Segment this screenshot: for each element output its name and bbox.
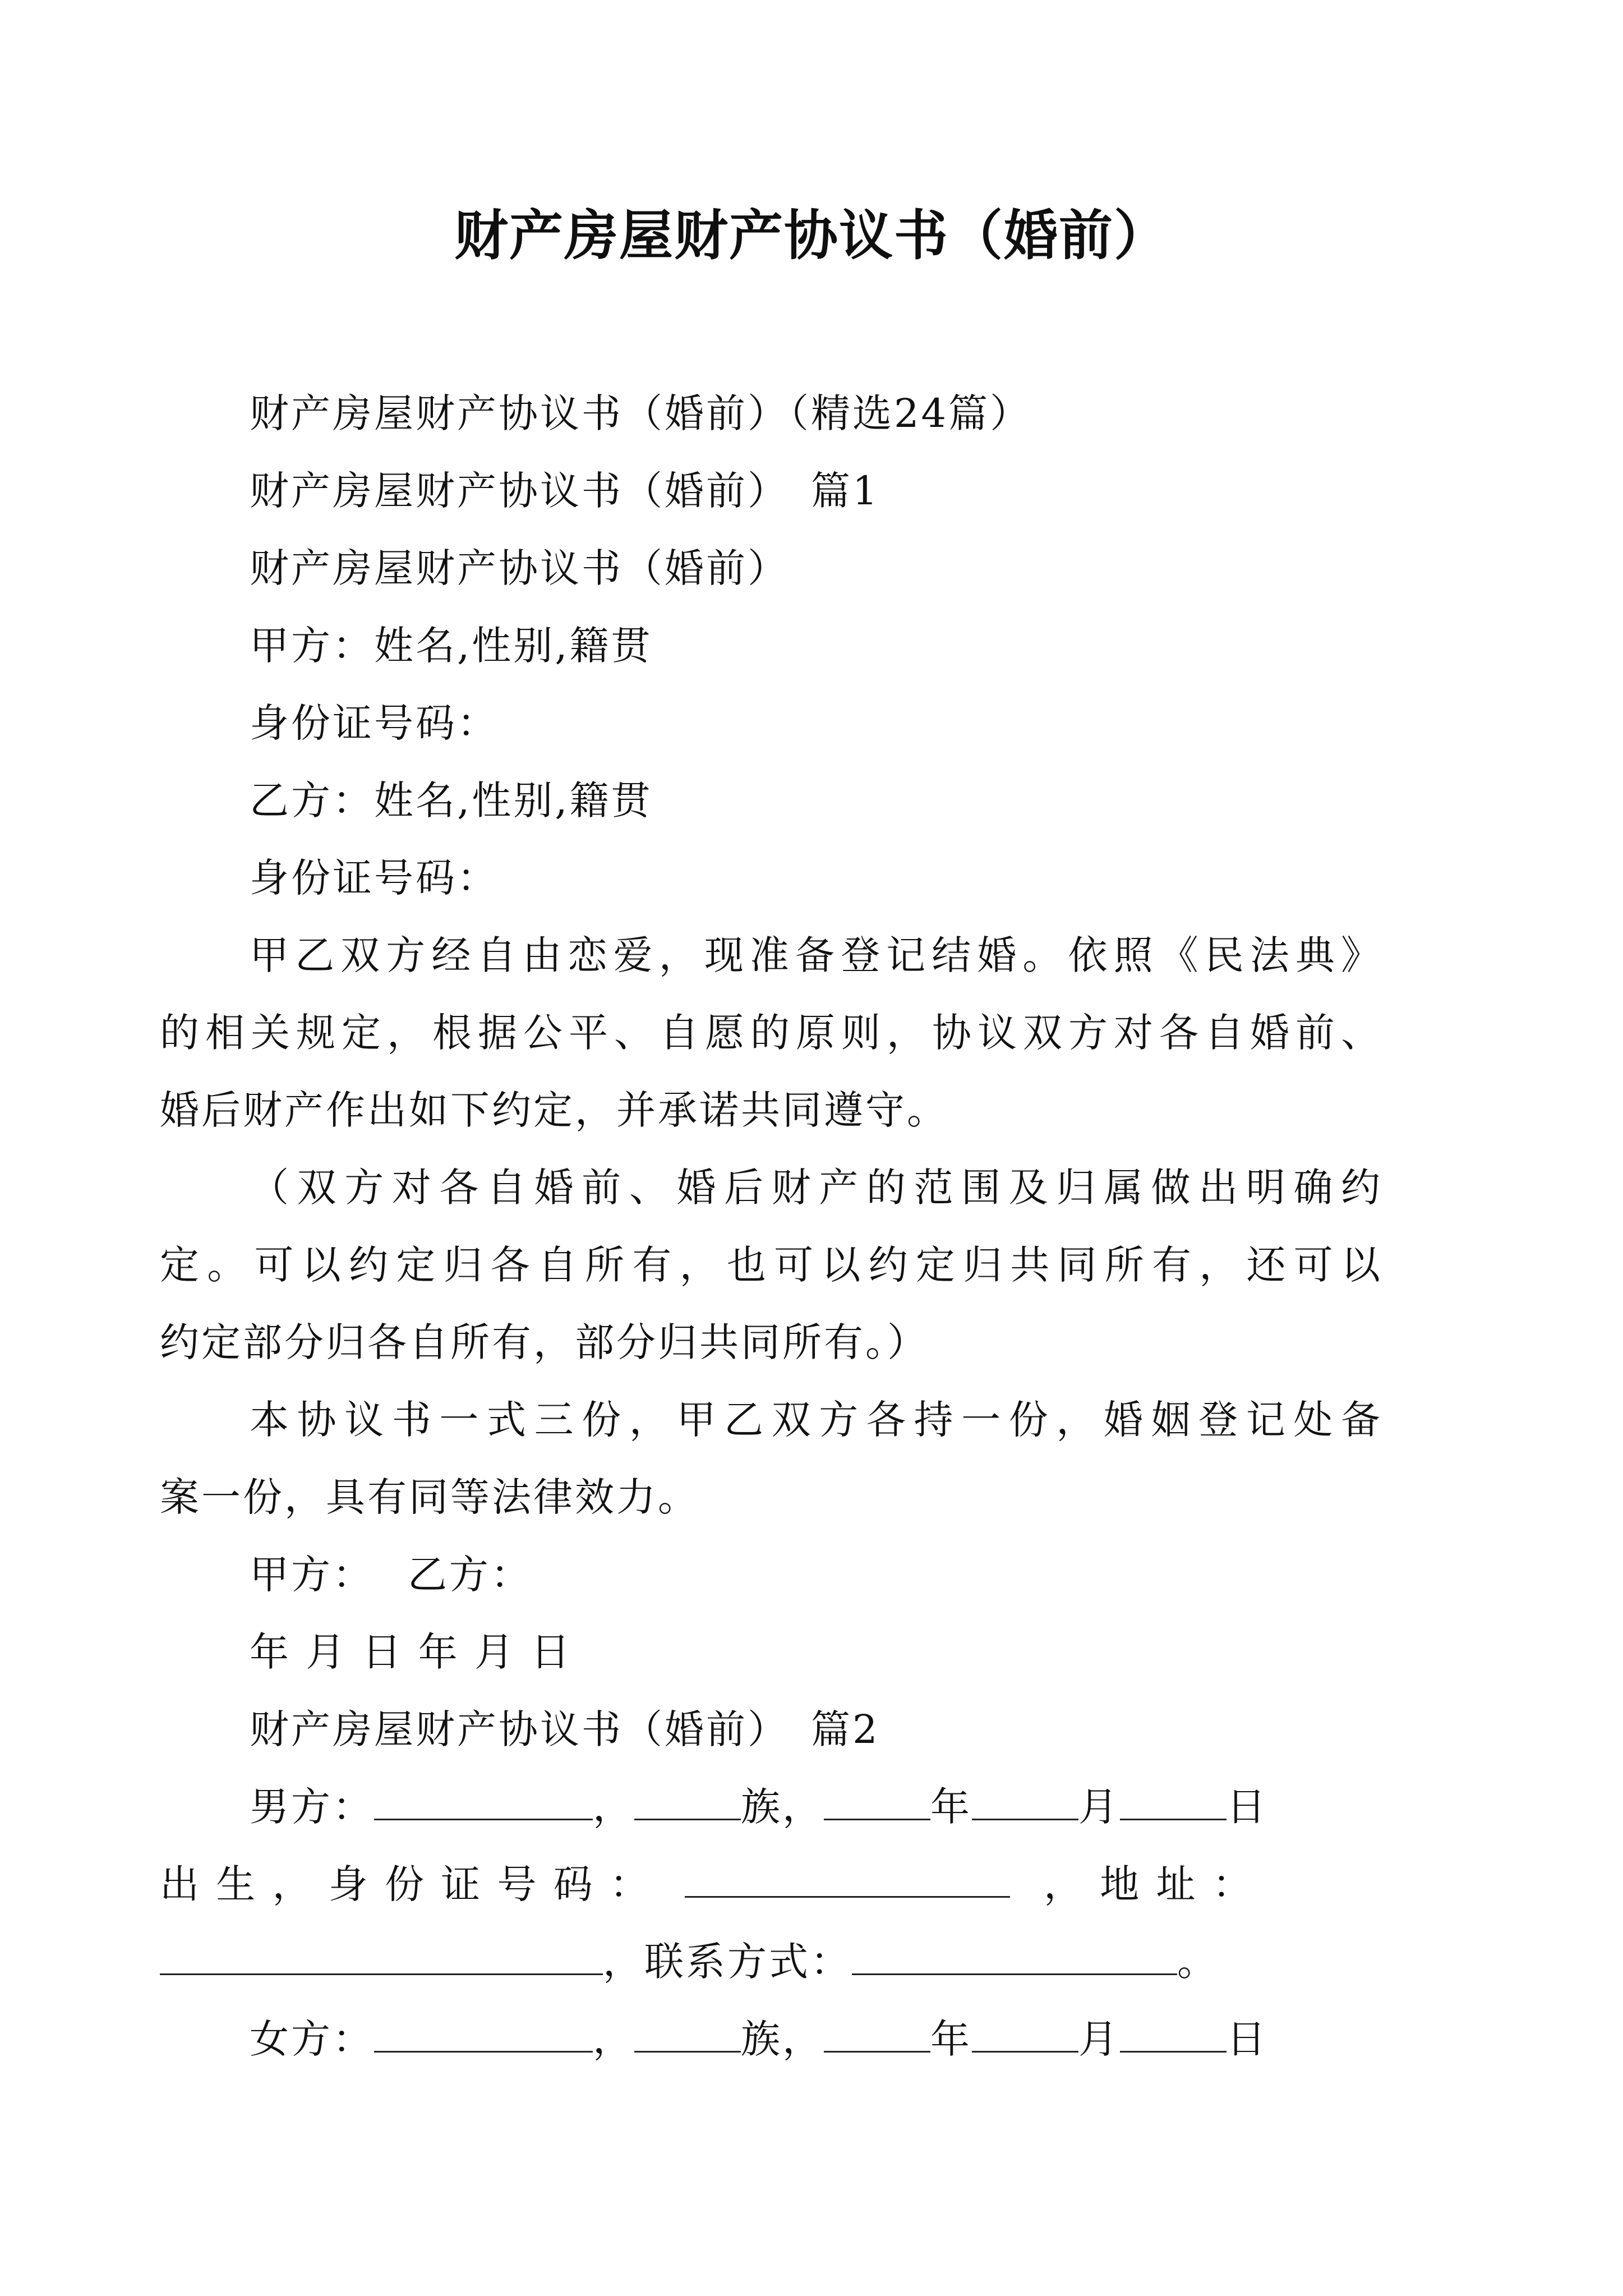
month-blank[interactable] [972, 1774, 1078, 1820]
subtitle-line: 财产房屋财产协议书（婚前）（精选24篇） [250, 390, 1032, 436]
contact-blank[interactable] [852, 1929, 1177, 1975]
paragraph-line: 案一份，具有同等法律效力。 [160, 1474, 699, 1520]
paragraph-line: 的相关规定，根据公平、自愿的原则，协议双方对各自婚前、 [160, 1010, 1382, 1056]
section-heading: 财产房屋财产协议书（婚前） 篇2 [250, 1706, 880, 1752]
woman-label: 女方： [250, 2016, 374, 2062]
period: 。 [1177, 1939, 1219, 1985]
zu-label: 族， [741, 1784, 824, 1830]
day-blank[interactable] [1120, 1774, 1227, 1820]
address-blank[interactable] [160, 1929, 603, 1975]
address-label: ， 地 址 ： [1044, 1861, 1254, 1907]
zu-label: 族， [741, 2016, 824, 2062]
man-label: 男方： [250, 1784, 374, 1830]
body-paragraphs [160, 1226, 1382, 1381]
party-a-line: 甲方：姓名,性别,籍贯 [250, 623, 653, 669]
month-label: 月 [1078, 1784, 1120, 1830]
ethnicity-blank[interactable] [634, 1774, 741, 1820]
body-paragraphs [250, 917, 1382, 994]
body-paragraphs [250, 1381, 1382, 1458]
paragraph-line: 约定部分归各自所有，部分归共同所有。） [160, 1319, 929, 1365]
date-line: 年 月 日 年 月 日 [250, 1629, 573, 1675]
month-label: 月 [1078, 2016, 1120, 2062]
form-man [250, 1768, 1382, 1846]
form-line [160, 1923, 1382, 2000]
sign-party-a: 甲方： [250, 1552, 374, 1598]
party-a-id-line: 身份证号码： [250, 700, 499, 746]
form-woman [250, 2000, 1382, 2078]
form-line [250, 2000, 1382, 2078]
agreement-heading: 财产房屋财产协议书（婚前） [250, 545, 789, 591]
year-blank[interactable] [824, 2006, 930, 2053]
day-label: 日 [1227, 1784, 1268, 1830]
form-line [250, 1768, 1382, 1846]
paragraph-line: 定。可以约定归各自所有，也可以约定归共同所有，还可以 [160, 1242, 1382, 1288]
form-man-cont [160, 1846, 1382, 2000]
document-body [250, 375, 1382, 917]
contact-label: ，联系方式： [603, 1939, 852, 1985]
paragraph-line: （双方对各自婚前、婚后财产的范围及归属做出明确约 [250, 1165, 1382, 1211]
year-label: 年 [930, 2016, 972, 2062]
body-paragraphs [160, 994, 1382, 1149]
body-paragraphs [250, 1149, 1382, 1226]
month-blank[interactable] [972, 2006, 1078, 2053]
form-line [160, 1846, 1382, 1923]
birth-id-label: 出 生 ， 身 份 证 号 码 ： [160, 1861, 652, 1907]
paragraph-line: 甲乙双方经自由恋爱，现准备登记结婚。依照《民法典》 [250, 932, 1382, 978]
comma: ， [593, 2016, 634, 2062]
day-blank[interactable] [1120, 2006, 1227, 2053]
ethnicity-blank[interactable] [634, 2006, 741, 2053]
year-blank[interactable] [824, 1774, 930, 1820]
day-label: 日 [1227, 2016, 1268, 2062]
sign-party-b: 乙方： [408, 1552, 532, 1598]
party-b-line: 乙方：姓名,性别,籍贯 [250, 777, 653, 823]
id-number-blank[interactable] [685, 1851, 1010, 1898]
document-title: 财产房屋财产协议书（婚前） [454, 204, 1169, 267]
name-blank[interactable] [374, 2006, 593, 2053]
paragraph-line: 本协议书一式三份，甲乙双方各持一份，婚姻登记处备 [250, 1397, 1382, 1443]
party-b-id-line: 身份证号码： [250, 855, 499, 901]
signature-line [250, 1536, 1382, 1613]
body-paragraphs [160, 1458, 1382, 1536]
year-label: 年 [930, 1784, 972, 1830]
paragraph-line: 婚后财产作出如下约定，并承诺共同遵守。 [160, 1087, 948, 1133]
section-heading: 财产房屋财产协议书（婚前） 篇1 [250, 468, 880, 514]
name-blank[interactable] [374, 1774, 593, 1820]
comma: ， [593, 1784, 634, 1830]
signature-block [250, 1536, 1382, 1768]
